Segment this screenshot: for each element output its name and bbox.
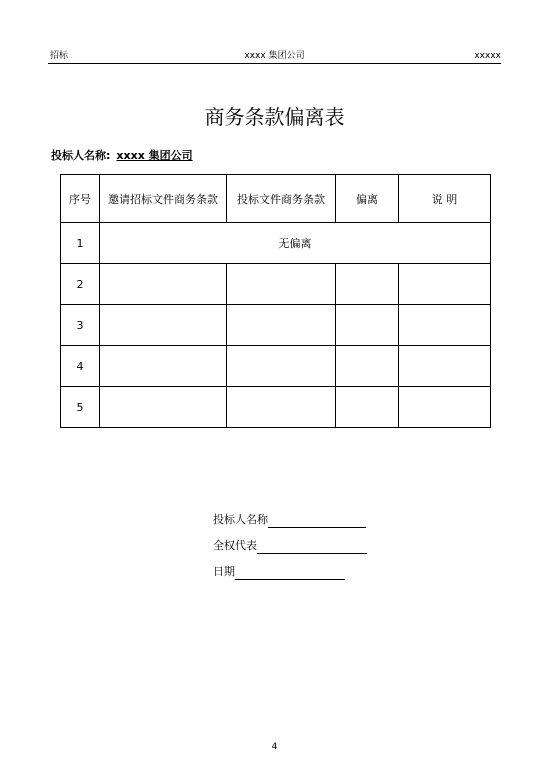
page-number: 4 — [271, 742, 278, 752]
table-cell — [100, 387, 227, 428]
table-cell — [336, 346, 399, 387]
header-divider — [48, 63, 501, 64]
table-cell — [227, 305, 336, 346]
col-header-deviation: 偏离 — [336, 175, 399, 223]
col-header-remarks: 说 明 — [399, 175, 491, 223]
signature-blank — [257, 541, 367, 554]
table-cell — [227, 387, 336, 428]
signature-representative-label: 全权代表 — [213, 539, 257, 552]
table-row — [61, 305, 491, 346]
signature-bidder-line — [213, 512, 366, 528]
table-cell — [100, 305, 227, 346]
table-row — [61, 387, 491, 428]
row-number: 1 — [61, 223, 100, 264]
col-header-bid-terms: 投标文件商务条款 — [227, 175, 336, 223]
table-row — [61, 264, 491, 305]
signature-bidder-label: 投标人名称 — [213, 513, 268, 526]
col-header-invitation-terms: 邀请招标文件商务条款 — [100, 175, 227, 223]
table-cell — [336, 264, 399, 305]
signature-date-line — [213, 564, 345, 580]
row-number: 3 — [61, 305, 100, 346]
row-number: 2 — [61, 264, 100, 305]
table-cell — [100, 264, 227, 305]
document-title: 商务条款偏离表 — [204, 105, 345, 129]
bidder-name-value: xxxx 集团公司 — [116, 149, 193, 162]
table-cell — [399, 346, 491, 387]
signature-date-label: 日期 — [213, 565, 235, 578]
table-cell — [227, 264, 336, 305]
table-cell — [336, 305, 399, 346]
row-number: 5 — [61, 387, 100, 428]
table-cell — [399, 387, 491, 428]
table-header-row — [61, 175, 491, 223]
bidder-name-label: 投标人名称: — [51, 149, 111, 162]
table-cell — [336, 387, 399, 428]
deviation-table — [60, 174, 491, 428]
signature-blank — [268, 515, 366, 528]
signature-representative-line — [213, 538, 367, 554]
table-cell — [227, 346, 336, 387]
signature-blank — [235, 567, 345, 580]
bidder-name-line — [51, 148, 193, 164]
header-center: xxxx 集团公司 — [244, 51, 305, 61]
header-right: xxxxx — [474, 51, 501, 61]
table-cell — [399, 264, 491, 305]
col-header-no: 序号 — [61, 175, 100, 223]
row-number: 4 — [61, 346, 100, 387]
page-header — [48, 50, 501, 62]
table-cell — [399, 305, 491, 346]
table-row — [61, 223, 491, 264]
no-deviation-cell: 无偏离 — [100, 223, 491, 264]
table-cell — [100, 346, 227, 387]
table-row — [61, 346, 491, 387]
header-left: 招标 — [50, 51, 69, 61]
